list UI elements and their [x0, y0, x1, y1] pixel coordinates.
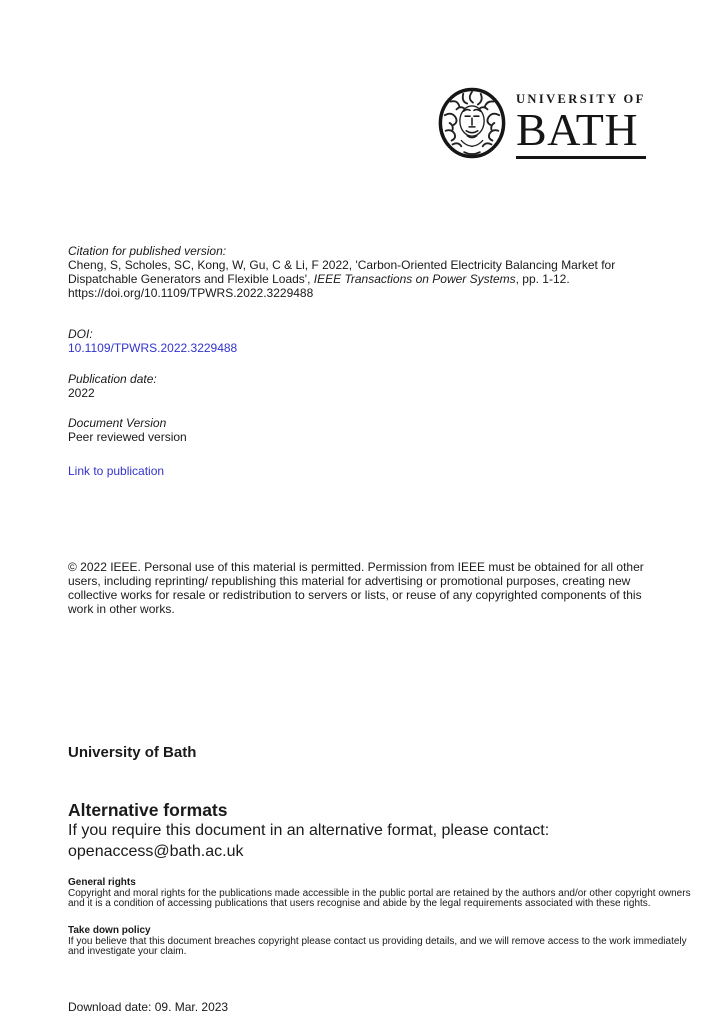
- alternative-formats-heading: Alternative formats: [68, 800, 228, 820]
- document-version-section: [68, 416, 187, 444]
- doi-section: [68, 327, 237, 355]
- document-version-label: Document Version: [68, 416, 167, 430]
- general-rights-line: and it is a condition of accessing publications that users recognise and abide by the legal requirements associated with these rights.: [68, 898, 651, 909]
- take-down-policy-heading: Take down policy: [68, 925, 151, 936]
- download-date: Download date: 09. Mar. 2023: [68, 1000, 229, 1014]
- citation-pages-part: , pp. 1-12.: [515, 272, 570, 286]
- general-rights-line: Copyright and moral rights for the publications made accessible in the public portal are retained by the authors and/or other copyright owners: [68, 887, 691, 899]
- doi-link[interactable]: 10.1109/TPWRS.2022.3229488: [68, 341, 238, 355]
- document-version-value: Peer reviewed version: [68, 430, 187, 444]
- publication-date-label: Publication date:: [68, 372, 157, 386]
- university-of-bath-logo: [437, 86, 646, 160]
- copyright-line: users, including reprinting/ republishing this material for advertising or promotional purposes, creating new: [68, 574, 631, 588]
- open-access-email: openaccess@bath.ac.uk: [68, 843, 244, 860]
- link-to-publication[interactable]: Link to publication: [68, 464, 165, 478]
- citation-line-2: [68, 272, 615, 286]
- general-rights-heading: General rights: [68, 877, 136, 888]
- citation-section: [68, 244, 615, 300]
- citation-line-1: Cheng, S, Scholes, SC, Kong, W, Gu, C & Li, F 2022, 'Carbon-Oriented Electricity Balancing Market for: [68, 258, 616, 272]
- alternative-formats-section: [68, 800, 549, 862]
- publication-date-value: 2022: [68, 386, 95, 400]
- doi-label: DOI:: [68, 327, 93, 341]
- alternative-formats-text: If you require this document in an alternative format, please contact:: [68, 822, 550, 839]
- citation-title-part: Dispatchable Generators and Flexible Loads',: [68, 272, 314, 286]
- take-down-policy-line: If you believe that this document breaches copyright please contact us providing details, and we will remove access to the work immediately: [68, 935, 687, 947]
- logo-bath: BATH: [516, 104, 639, 155]
- copyright-line: work in other works.: [68, 602, 175, 616]
- logo-wordmark: [516, 86, 646, 159]
- bath-crest-emblem-icon: [437, 86, 507, 160]
- take-down-policy-section: [68, 926, 687, 958]
- copyright-notice: [68, 560, 644, 616]
- citation-doi-url: https://doi.org/10.1109/TPWRS.2022.3229488: [68, 286, 314, 300]
- copyright-line: collective works for resale or redistribution to servers or lists, or reuse of any copyrighted components of this: [68, 588, 642, 602]
- general-rights-section: [68, 878, 691, 910]
- publication-date-section: [68, 372, 157, 400]
- logo-university-of: UNIVERSITY OF: [516, 92, 646, 106]
- citation-label: Citation for published version:: [68, 244, 227, 258]
- citation-journal-name: IEEE Transactions on Power Systems: [313, 272, 516, 286]
- copyright-line: © 2022 IEEE. Personal use of this material is permitted. Permission from IEEE must be obtained for all other: [68, 560, 644, 574]
- logo-underline: [516, 156, 646, 159]
- link-to-publication-section: [68, 464, 164, 478]
- take-down-policy-line: and investigate your claim.: [68, 946, 187, 957]
- university-of-bath-heading: University of Bath: [68, 744, 197, 761]
